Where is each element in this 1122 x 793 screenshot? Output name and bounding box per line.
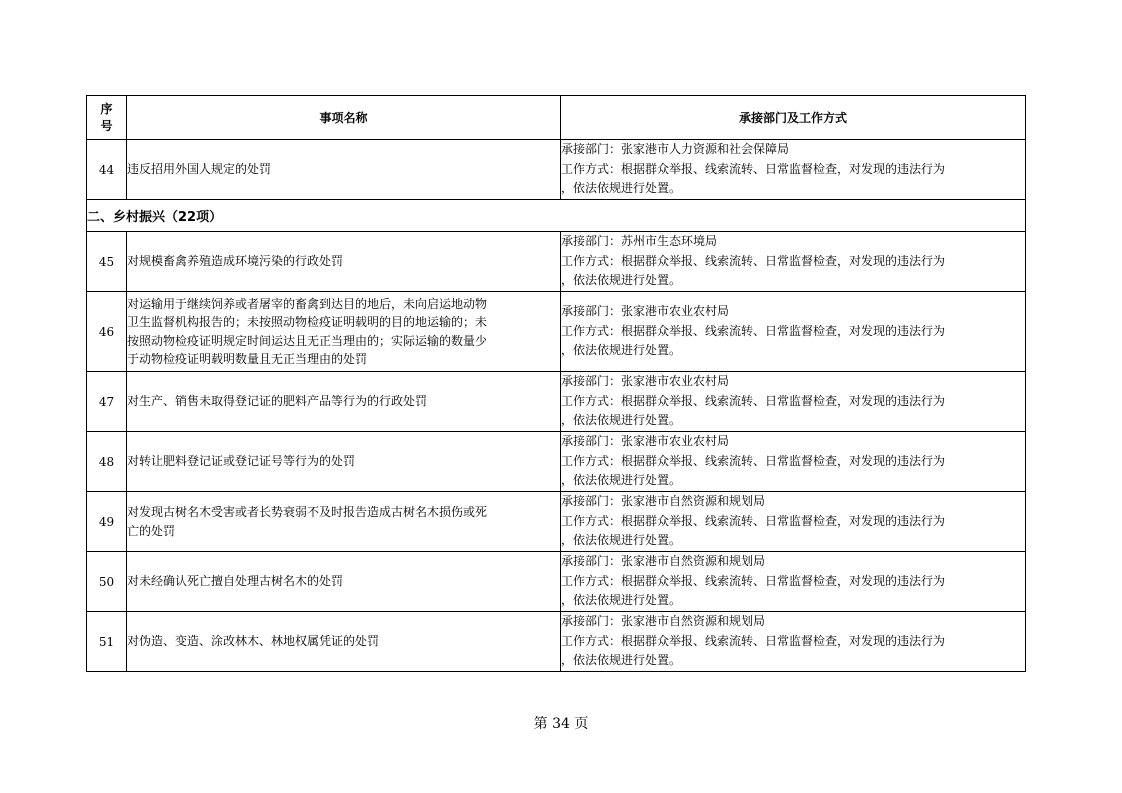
item-name-line: 对转让肥料登记证或登记证号等行为的处罚 xyxy=(127,454,356,469)
department-method xyxy=(561,552,1026,612)
method-line: ，依法依规进行处置。 xyxy=(561,533,682,548)
matters-table xyxy=(86,95,1026,672)
department-line: 承接部门：张家港市农业农村局 xyxy=(561,374,730,389)
table-row xyxy=(87,552,1026,612)
item-name xyxy=(127,492,561,552)
method-line: 工作方式：根据群众举报、线索流转、日常监督检查，对发现的违法行为 xyxy=(561,253,946,268)
item-name xyxy=(127,372,561,432)
department-method xyxy=(561,292,1026,372)
table-row xyxy=(87,372,1026,432)
row-number: 48 xyxy=(87,432,127,492)
method-line: ，依法依规进行处置。 xyxy=(561,343,682,358)
table-row xyxy=(87,292,1026,372)
page-number: 第 34 页 xyxy=(533,716,589,732)
item-name-line: 亡的处罚 xyxy=(127,523,176,538)
header-serial-number xyxy=(87,96,127,140)
method-line: 工作方式：根据群众举报、线索流转、日常监督检查，对发现的违法行为 xyxy=(561,453,946,468)
row-number: 50 xyxy=(87,552,127,612)
department-method xyxy=(561,492,1026,552)
item-name xyxy=(127,612,561,672)
department-method xyxy=(561,612,1026,672)
item-name-line: 按照动物检疫证明规定时间运达且无正当理由的；实际运输的数量少 xyxy=(127,333,488,348)
row-number: 45 xyxy=(87,232,127,292)
table-row xyxy=(87,612,1026,672)
item-name-line: 卫生监督机构报告的；未按照动物检疫证明载明的目的地运输的；未 xyxy=(127,315,488,329)
department-method xyxy=(561,372,1026,432)
item-name-line: 对发现古树名木受害或者长势衰弱不及时报告造成古树名木损伤或死 xyxy=(127,505,488,519)
department-method xyxy=(561,232,1026,292)
method-line: 工作方式：根据群众举报、线索流转、日常监督检查，对发现的违法行为 xyxy=(561,513,946,528)
department-line: 承接部门：苏州市生态环境局 xyxy=(561,234,718,249)
method-line: 工作方式：根据群众举报、线索流转、日常监督检查，对发现的违法行为 xyxy=(561,633,946,648)
table-row xyxy=(87,492,1026,552)
row-number: 47 xyxy=(87,372,127,432)
method-line: ，依法依规进行处置。 xyxy=(561,473,682,488)
department-line: 承接部门：张家港市人力资源和社会保障局 xyxy=(561,142,790,157)
department-method xyxy=(561,140,1026,200)
method-line: 工作方式：根据群众举报、线索流转、日常监督检查，对发现的违法行为 xyxy=(561,323,946,338)
item-name-line: 对生产、销售未取得登记证的肥料产品等行为的行政处罚 xyxy=(127,394,428,409)
method-line: ，依法依规进行处置。 xyxy=(561,653,682,668)
department-method xyxy=(561,432,1026,492)
item-name-line: 对规模畜禽养殖造成环境污染的行政处罚 xyxy=(127,254,344,269)
header-serial-line1: 序 xyxy=(100,101,113,116)
item-name-line: 对运输用于继续饲养或者屠宰的畜禽到达目的地后，未向启运地动物 xyxy=(127,296,488,311)
method-line: ，依法依规进行处置。 xyxy=(561,413,682,428)
row-number: 46 xyxy=(87,292,127,372)
method-line: 工作方式：根据群众举报、线索流转、日常监督检查，对发现的违法行为 xyxy=(561,573,946,588)
method-line: 工作方式：根据群众举报、线索流转、日常监督检查，对发现的违法行为 xyxy=(561,161,946,176)
item-name-line: 违反招用外国人规定的处罚 xyxy=(127,162,272,177)
table-header-row xyxy=(87,96,1026,140)
department-line: 承接部门：张家港市自然资源和规划局 xyxy=(561,494,766,509)
method-line: ，依法依规进行处置。 xyxy=(561,181,682,196)
row-number: 49 xyxy=(87,492,127,552)
row-number: 44 xyxy=(87,140,127,200)
table-row xyxy=(87,232,1026,292)
section-title: 二、乡村振兴（22项） xyxy=(87,200,1026,232)
department-line: 承接部门：张家港市农业农村局 xyxy=(561,434,730,449)
item-name xyxy=(127,292,561,372)
item-name-line: 于动物检疫证明载明数量且无正当理由的处罚 xyxy=(127,352,368,366)
method-line: ，依法依规进行处置。 xyxy=(561,273,682,288)
header-serial-line2: 号 xyxy=(100,118,113,133)
header-item-name: 事项名称 xyxy=(127,96,561,140)
item-name xyxy=(127,552,561,612)
department-line: 承接部门：张家港市农业农村局 xyxy=(561,304,730,319)
header-department-method: 承接部门及工作方式 xyxy=(561,96,1026,140)
department-line: 承接部门：张家港市自然资源和规划局 xyxy=(561,614,766,629)
row-number: 51 xyxy=(87,612,127,672)
method-line: 工作方式：根据群众举报、线索流转、日常监督检查，对发现的违法行为 xyxy=(561,393,946,408)
method-line: ，依法依规进行处置。 xyxy=(561,593,682,608)
item-name-line: 对未经确认死亡擅自处理古树名木的处罚 xyxy=(127,574,344,589)
item-name xyxy=(127,432,561,492)
item-name xyxy=(127,232,561,292)
table-row xyxy=(87,432,1026,492)
department-line: 承接部门：张家港市自然资源和规划局 xyxy=(561,554,766,569)
item-name-line: 对伪造、变造、涂改林木、林地权属凭证的处罚 xyxy=(127,634,380,649)
section-row xyxy=(87,200,1026,232)
table-row xyxy=(87,140,1026,200)
item-name xyxy=(127,140,561,200)
